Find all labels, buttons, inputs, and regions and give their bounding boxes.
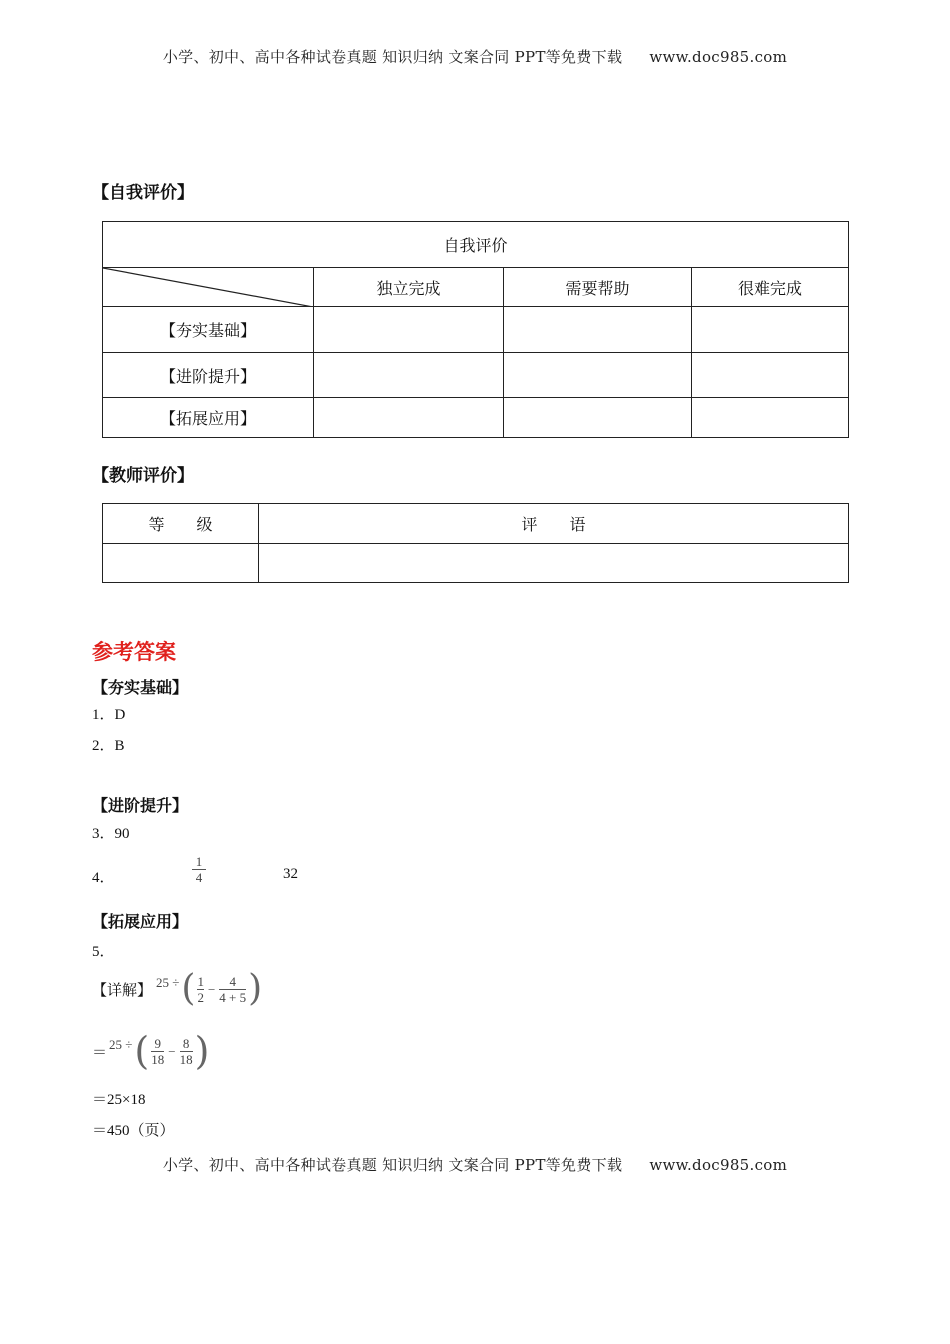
footer-url[interactable]: www.doc985.com (649, 1156, 788, 1174)
answer-4-value: 32 (283, 866, 298, 882)
answers-section-basic: 【夯实基础】 (92, 678, 189, 697)
expr2-minus: − (168, 1043, 176, 1059)
expr2-fraction-1: $\frac{9}{18}$ (151, 1035, 165, 1067)
self-eval-title: 【自我评价】 (92, 183, 194, 203)
expr1-fraction-2: $\frac{4}{4 + 5}$ (219, 973, 247, 1005)
header-text: 小学、初中、高中各种试卷真题 知识归纳 文案合同 PPT等免费下载 (162, 48, 623, 66)
diagonal-cell (103, 268, 314, 307)
expr2-fraction-2: $\frac{8}{18}$ (179, 1035, 193, 1067)
eval-cell[interactable] (504, 307, 692, 353)
answers-section-extended: 【拓展应用】 (92, 912, 189, 931)
answer-2: 2．B (92, 738, 125, 754)
answers-section-advanced: 【进阶提升】 (92, 796, 189, 815)
right-paren: ) (248, 968, 263, 1009)
answer-4-label: 4． (92, 870, 115, 886)
comment-header: 评 语 (259, 504, 849, 544)
answer-5-label: 5． (92, 944, 115, 960)
detail-step-4: ＝450（页） (92, 1123, 175, 1139)
eval-cell[interactable] (692, 307, 849, 353)
expr1-minus: − (207, 981, 216, 997)
col-header: 独立完成 (314, 268, 504, 307)
col-header: 很难完成 (692, 268, 849, 307)
grade-cell[interactable] (103, 544, 259, 583)
row-label: 【拓展应用】 (103, 398, 314, 438)
detail-expression-1 (92, 968, 262, 1010)
page-header (0, 46, 950, 67)
answers-title: 参考答案 (92, 639, 176, 664)
right-paren: ) (194, 1029, 210, 1073)
col-header: 需要帮助 (504, 268, 692, 307)
answer-3: 3．90 (92, 826, 130, 842)
row-label: 【夯实基础】 (103, 307, 314, 353)
grade-header: 等 级 (103, 504, 259, 544)
fraction-denominator: 4 (195, 870, 203, 885)
teacher-eval-title: 【教师评价】 (92, 466, 194, 486)
eval-cell[interactable] (314, 353, 504, 398)
eval-cell[interactable] (504, 353, 692, 398)
eval-cell[interactable] (314, 307, 504, 353)
fraction-numerator: 1 (195, 854, 203, 869)
comment-cell[interactable] (259, 544, 849, 583)
diagonal-line (103, 268, 313, 307)
eval-cell[interactable] (314, 398, 504, 438)
detail-label: 【详解】 (92, 980, 153, 999)
expr2-prefix: 25 ÷ (109, 1036, 133, 1052)
eval-cell[interactable] (692, 353, 849, 398)
eval-cell[interactable] (692, 398, 849, 438)
footer-text: 小学、初中、高中各种试卷真题 知识归纳 文案合同 PPT等免费下载 (162, 1156, 623, 1174)
page-footer (0, 1154, 950, 1175)
expr1-prefix: 25 ÷ (156, 974, 180, 990)
detail-step-3: ＝25×18 (92, 1092, 146, 1108)
answer-1: 1．D (92, 707, 126, 723)
left-paren: ( (181, 968, 196, 1009)
teacher-eval-table (102, 503, 849, 583)
self-eval-table-title: 自我评价 (103, 222, 849, 268)
row-label: 【进阶提升】 (103, 353, 314, 398)
header-url[interactable]: www.doc985.com (649, 48, 788, 66)
expr1-fraction-1: $\frac{1}{2}$ (197, 973, 204, 1005)
self-eval-table (102, 221, 849, 438)
eval-cell[interactable] (504, 398, 692, 438)
left-paren: ( (134, 1029, 150, 1073)
detail-expression-2 (92, 1028, 209, 1074)
answer-4-fraction (192, 854, 206, 885)
eq-sign: ＝ (92, 1044, 108, 1061)
